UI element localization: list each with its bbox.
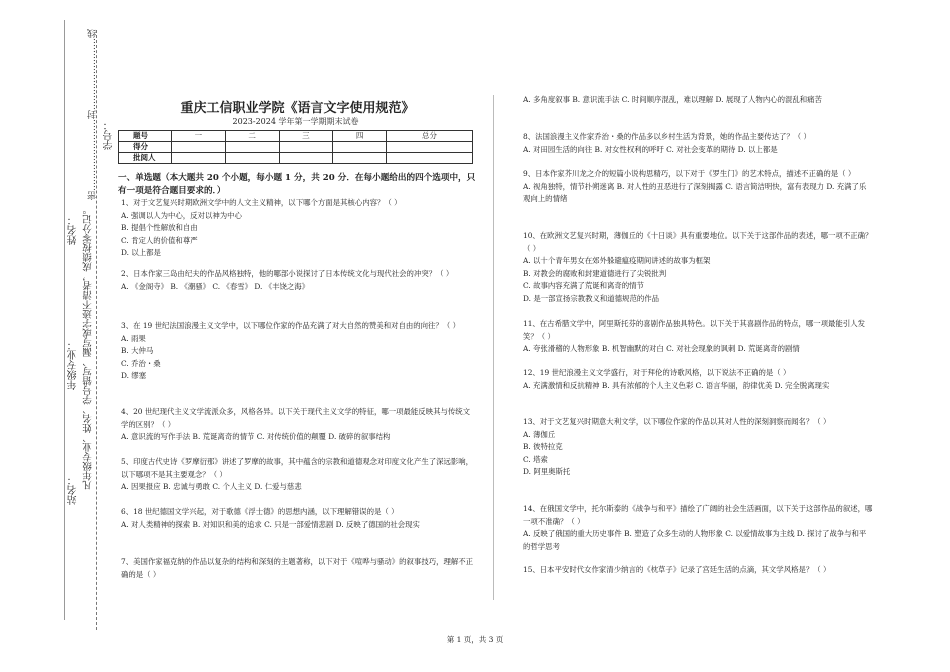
- question-stem: 1、对于文艺复兴时期欧洲文学中的人文主义精神，以下哪个方面是其核心内容？（ ）: [121, 198, 402, 207]
- question-2: [121, 268, 476, 293]
- score-table-header: 一: [172, 131, 226, 142]
- question-option: A. 多角度叙事 B. 意识流手法 C. 时间顺序混乱，难以理解 D. 展现了人物内心的混乱和痛苦: [523, 95, 822, 104]
- score-table-header: 二: [225, 131, 279, 142]
- score-row: [119, 142, 473, 153]
- question-option: D. 缪塞: [121, 371, 147, 380]
- score-cell: [279, 142, 333, 153]
- score-table-header: 四: [333, 131, 387, 142]
- seal-line: 密……………………封……………………线: [88, 29, 98, 200]
- question-stem: 14、在俄国文学中，托尔斯泰的《战争与和平》描绘了广阔的社会生活画面，以下关于这部作品的叙述，哪一项不准确？（ ）: [523, 504, 873, 526]
- question-option: A. 雨果: [121, 333, 146, 343]
- column-divider: [493, 95, 494, 600]
- reviewer-cell: [172, 153, 226, 164]
- score-table-header: 总分: [387, 131, 473, 142]
- class-label: 年级专业：: [68, 340, 79, 390]
- question-option: C. 故事内容充满了荒诞和离奇的情节: [523, 281, 644, 290]
- question-option: C. 肯定人的价值和尊严: [121, 235, 198, 245]
- question-stem: 6、18 世纪德国文学兴起，对于歌德《浮士德》的思想内涵，以下理解错误的是（ ）: [121, 507, 399, 516]
- question-4: [121, 406, 476, 444]
- question-stem: 9、日本作家芥川龙之介的短篇小说构思精巧，以下对于《罗生门》的艺术特点，描述不正确的是（ ）: [523, 169, 856, 178]
- question-stem: 12、19 世纪浪漫主义文学盛行，对于拜伦的诗歌风格，以下说法不正确的是（ ）: [523, 368, 791, 377]
- question-stem: 7、美国作家福克纳的作品以复杂的结构和深刻的主题著称，以下对于《喧哗与骚动》的叙事技巧，理解不正确的是（ ）: [121, 557, 474, 579]
- question-option: D. 是一部宣扬宗教教义和道德规范的作品: [523, 293, 660, 303]
- question-14: [523, 503, 873, 553]
- question-option: A. 以十个青年男女在郊外躲避瘟疫期间讲述的故事为框架: [523, 256, 711, 265]
- question-option: D. 阿里奥斯托: [523, 467, 571, 476]
- question-option: A. 《金阁寺》 B. 《潮骚》 C. 《春雪》 D. 《丰饶之海》: [121, 281, 310, 291]
- reviewer-cell: [225, 153, 279, 164]
- reviewer-row-label: 批阅人: [119, 153, 172, 164]
- question-9: [523, 168, 873, 206]
- question-option: B. 大仲马: [121, 346, 154, 355]
- question-6: [121, 506, 476, 531]
- question-stem: 15、日本平安时代女作家清少纳言的《枕草子》记录了宫廷生活的点滴，其文学风格是？（ ）: [523, 565, 831, 574]
- score-cell: [225, 142, 279, 153]
- question-option: B. 彼特拉克: [523, 442, 563, 451]
- question-option: A. 对田园生活的向往 B. 对女性权利的呼吁 C. 对社会变革的期待 D. 以上都是: [523, 144, 778, 154]
- score-row-label: 得分: [119, 142, 172, 153]
- question-option: B. 提倡个性解放和自由: [121, 223, 198, 232]
- question-stem: 4、20 世纪现代主义文学流派众多，风格各异。以下关于现代主义文学的特征，哪一项最能反映其与传统文学的区别？（ ）: [121, 407, 471, 429]
- reviewer-row: [119, 153, 473, 164]
- exam-subtitle: 2023-2024 学年第一学期期末试卷: [232, 117, 359, 126]
- question-11: [523, 318, 873, 356]
- student-id-label: 学号：: [104, 120, 115, 150]
- question-option: A. 强调以人为中心，反对以神为中心: [121, 210, 242, 220]
- question-option: A. 夸张滑稽的人物形象 B. 机智幽默的对白 C. 对社会现象的讽刺 D. 荒诞离奇的剧情: [523, 344, 800, 353]
- score-cell: [387, 142, 473, 153]
- question-stem: 3、在 19 世纪法国浪漫主义文学中，以下哪位作家的作品充满了对大自然的赞美和对自由的向往？（ ）: [121, 321, 460, 330]
- reviewer-cell: [387, 153, 473, 164]
- page-footer: 第 1 页，共 3 页: [446, 635, 504, 644]
- question-option: A. 反映了俄国的重大历史事件 B. 塑造了众多生动的人物形象 C. 以爱情故事为主线 D. 探讨了战争与和平的哲学思考: [523, 529, 867, 551]
- reviewer-cell: [333, 153, 387, 164]
- score-cell: [172, 142, 226, 153]
- binding-notice: 凡年级专业、姓名、学号错写、漏写或字迹不清者，成绩按零分记。: [83, 205, 94, 490]
- section-title: 一、单选题（本大题共 20 个小题，每小题 1 分，共 20 分．在每小题给出的四个选项中，只有一项是符合题目要求的．）: [118, 173, 476, 196]
- score-cell: [333, 142, 387, 153]
- question-option: B. 对教会的腐败和封建道德进行了尖锐批判: [523, 268, 667, 278]
- question-option: A. 因果报应 B. 忠诚与勇敢 C. 个人主义 D. 仁爱与慈悲: [121, 482, 302, 491]
- question-stem: 10、在欧洲文艺复兴时期，薄伽丘的《十日谈》具有重要地位。以下关于这部作品的表述，哪一项不正确？（ ）: [523, 231, 873, 253]
- question-option: A. 意识流的写作手法 B. 荒诞离奇的情节 C. 对传统价值的颠覆 D. 破碎的叙事结构: [121, 432, 391, 441]
- score-table-header: 三: [279, 131, 333, 142]
- question-stem: 8、法国浪漫主义作家乔治・桑的作品多以乡村生活为背景，她的作品主要传达了？（ ）: [523, 132, 811, 141]
- name-label: 姓名：: [68, 215, 79, 245]
- question-5: [121, 456, 476, 494]
- question-option: D. 以上都是: [121, 248, 161, 257]
- question-stem: 13、对于文艺复兴时期意大利文学，以下哪位作家的作品以其对人性的深刻洞察而闻名？（ ）: [523, 417, 831, 426]
- question-stem: 2、日本作家三岛由纪夫的作品风格独特，他的哪部小说探讨了日本传统文化与现代社会的冲突？（ ）: [121, 269, 454, 278]
- site-label: 站名：: [68, 475, 79, 505]
- question-option: C. 塔索: [523, 454, 548, 464]
- reviewer-cell: [279, 153, 333, 164]
- question-option: C. 乔治・桑: [121, 358, 161, 368]
- score-table-header-row: [119, 131, 473, 142]
- question-8: [523, 131, 873, 156]
- score-table: [118, 130, 473, 164]
- question-option: A. 薄伽丘: [523, 429, 556, 439]
- question-12: [523, 367, 873, 392]
- binding-name-line: [64, 20, 65, 620]
- question-stem: 5、印度古代史诗《罗摩衍那》讲述了罗摩的故事，其中蕴含的宗教和道德观念对印度文化产生了深远影响，以下哪项不是其主要观念？（ ）: [121, 457, 474, 479]
- score-table-header: 题号: [119, 131, 172, 142]
- question-7-continued: [523, 94, 873, 107]
- question-13: [523, 416, 873, 479]
- question-option: A. 视角独特，情节扑朔迷离 B. 对人性的丑恶进行了深刻揭露 C. 语言简洁明快，富有表现力 D. 充满了乐观向上的情绪: [523, 181, 867, 203]
- question-10: [523, 230, 873, 305]
- question-option: A. 对人类精神的探索 B. 对知识和美的追求 C. 只是一部爱情悲剧 D. 反映了德国的社会现实: [121, 519, 420, 529]
- question-1: [121, 197, 476, 260]
- question-stem: 11、在古希腊文学中，阿里斯托芬的喜剧作品独具特色。以下关于其喜剧作品的特点，哪一项最能引人发笑？（ ）: [523, 319, 865, 341]
- question-15: [523, 564, 873, 577]
- question-3: [121, 320, 476, 383]
- question-option: A. 充满激情和反抗精神 B. 具有浓郁的个人主义色彩 C. 语言华丽，韵律优美 D. 完全脱离现实: [523, 380, 830, 390]
- page-title: 重庆工信职业学院《语言文字使用规范》: [180, 101, 415, 116]
- question-7: [121, 556, 476, 581]
